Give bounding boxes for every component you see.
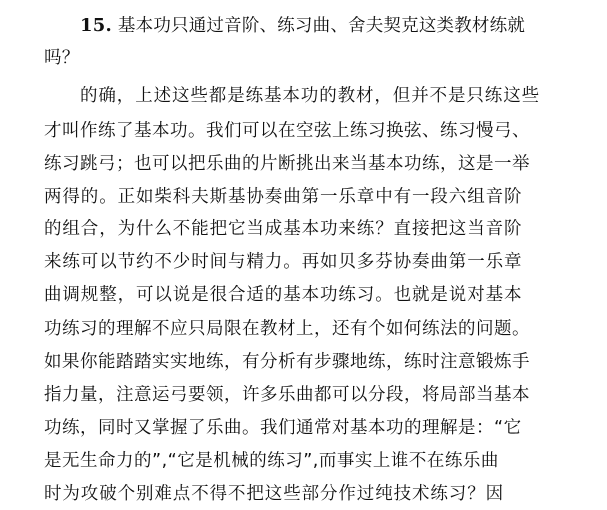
paragraph-line-13: 时为攻破个别难点不得不把这些部分作过纯技术练习？因: [44, 484, 504, 504]
paragraph-line-3: 练习跳弓；也可以把乐曲的片断挑出来当基本功练，这是一举: [44, 154, 530, 174]
paragraph-line-11: 功练，同时又掌握了乐曲。我们通常对基本功的理解是：“它: [44, 418, 522, 438]
paragraph-line-2: 才叫作练了基本功。我们可以在空弦上练习换弦、练习慢弓、: [44, 121, 530, 141]
question-line-1: [80, 14, 564, 38]
paragraph-line-8: 功练习的理解不应只局限在教材上，还有个如何练法的问题。: [44, 319, 530, 339]
paragraph-line-4: 两得的。正如柴科夫斯基协奏曲第一乐章中有一段六组音阶: [44, 187, 523, 207]
paragraph-line-1: 的确，上述这些都是练基本功的教材，但并不是只练这些: [80, 86, 540, 106]
paragraph-line-12: 是无生命力的”,“它是机械的练习”,而事实上谁不在练乐曲: [44, 451, 499, 471]
question-line-2: 吗？: [44, 48, 80, 68]
paragraph-line-9: 如果你能踏踏实实地练，有分析有步骤地练，练时注意锻炼手: [44, 352, 530, 372]
paragraph-line-5: 的组合，为什么不能把它当成基本功来练？直接把这当音阶: [44, 219, 523, 239]
paragraph-line-10: 指力量，注意运弓要领，许多乐曲都可以分段，将局部当基本: [44, 385, 530, 405]
question-text-1: 基本功只通过音阶、练习曲、舍夫契克这类教材练就: [117, 16, 526, 36]
paragraph-line-6: 来练可以节约不少时间与精力。再如贝多芬协奏曲第一乐章: [44, 252, 523, 272]
paragraph-line-7: 曲调规整，可以说是很合适的基本功练习。也就是说对基本: [44, 285, 523, 305]
question-number: 15.: [80, 15, 112, 36]
